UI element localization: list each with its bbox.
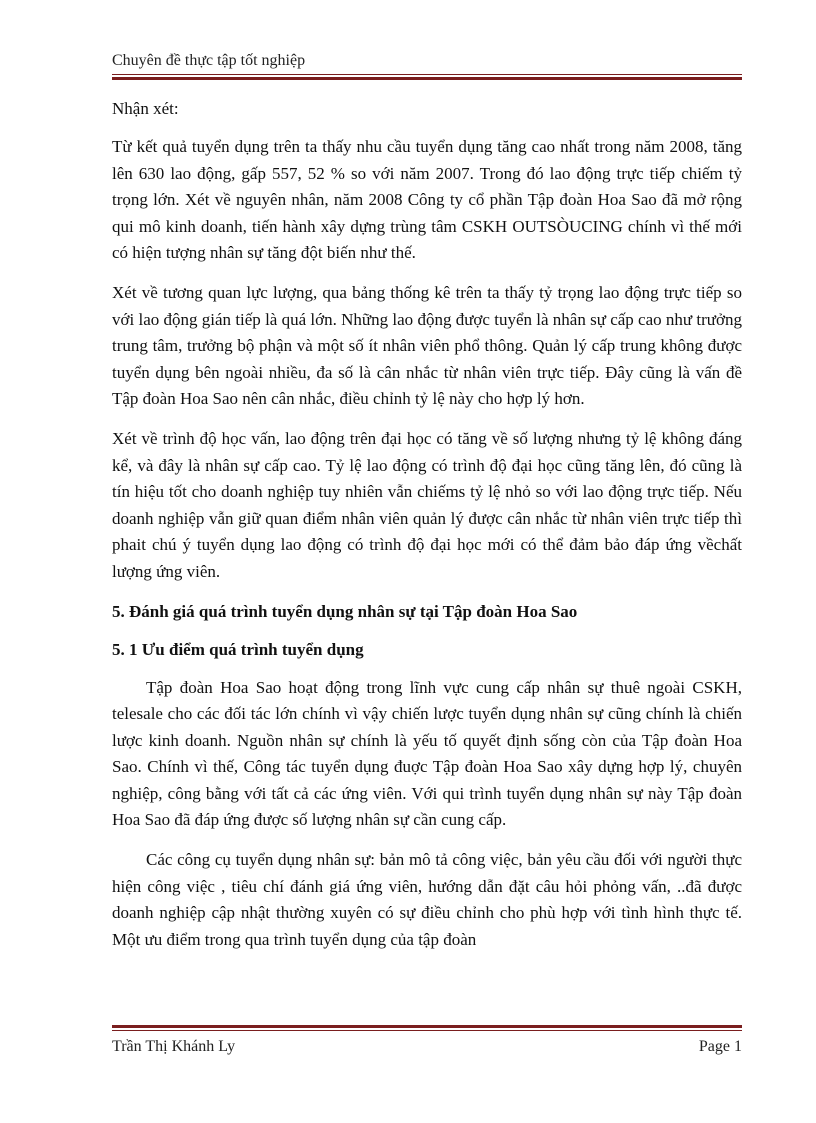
document-body [112,96,742,967]
paragraph-recruitment-results: Từ kết quả tuyển dụng trên ta thấy nhu cầu tuyển dụng tăng cao nhất trong năm 2008, tăng lên 630 lao động, gấp 557, 52 % so với năm 2007. Trong đó lao động trực tiếp chiếm tỷ trọng lớn. Xét về nguyên nhân, năm 2008 Công ty cổ phần Tập đoàn Hoa Sao đã mở rộng qui mô kinh doanh, tiến hành xây dựng trùng tâm CSKH OUTSÒUCING chính vì thế mới có hiện tượng nhân sự tăng đột biến như thế. [112,137,742,263]
section-heading-5-1: 5. 1 Ưu điểm quá trình tuyển dụng [112,639,364,659]
footer-author: Trần Thị Khánh Ly [112,1038,236,1055]
page-header [112,50,742,72]
page-number: Page 1 [698,1038,742,1055]
section-heading-5: 5. Đánh giá quá trình tuyển dụng nhân sự tại Tập đoàn Hoa Sao [112,601,578,621]
paragraph-education-level: Xét về trình độ học vấn, lao động trên đại học có tăng về số lượng nhưng tỷ lệ không đáng kể, và đây là nhân sự cấp cao. Tỷ lệ lao động có trình độ đại học cũng tăng lên, đó cũng là tín hiệu tốt cho doanh nghiệp tuy nhiên vẫn chiếms tỷ lệ nhỏ so với lao động trực tiếp. Nếu doanh nghiệp vẫn giữ quan điểm nhân viên quản lý được cân nhắc từ nhân viên trực tiếp thì phait chú ý tuyển dụng lao động có trình độ đại học mới có thể đảm bảo đáp ứng vềchất lượng ứng viên. [112,429,742,581]
paragraph-workforce-ratio: Xét về tương quan lực lượng, qua bảng thống kê trên ta thấy tỷ trọng lao động trực tiếp so với lao động gián tiếp là quá lớn. Những lao động được tuyển là nhân sự cấp cao như trưởng trung tâm, trưởng bộ phận và một số ít nhân viên phổ thông. Quản lý cấp trung không được tuyển dụng bên ngoài nhiều, đa số là cân nhắc từ nhân viên trực tiếp. Đây cũng là vấn đề Tập đoàn Hoa Sao nên cân nhắc, điều chỉnh tỷ lệ này cho hợp lý hơn. [112,283,742,409]
note-label: Nhận xét: [112,99,179,118]
header-title: Chuyên đề thực tập tốt nghiệp [112,52,306,69]
paragraph-hoa-sao-overview: Tập đoàn Hoa Sao hoạt động trong lĩnh vực cung cấp nhân sự thuê ngoài CSKH, telesale cho các đối tác lớn chính vì vậy chiến lược tuyển dụng nhân sự cũng chính là chiến lược kinh doanh. Nguồn nhân sự chính là yếu tố quyết định sống còn của Tập đoàn Hoa Sao. Chính vì thế, Công tác tuyển dụng đuợc Tập đoàn Hoa Sao xây dựng hợp lý, chuyên nghiệp, công bằng với tất cả các ứng viên. Với qui trình tuyển dụng nhân sự này Tập đoàn Hoa Sao đã đáp ứng được số lượng nhân sự cần cung cấp. [112,677,742,829]
paragraph-recruitment-tools: Các công cụ tuyển dụng nhân sự: bản mô tả công việc, bản yêu cầu đối với người thực hiện công việc , tiêu chí đánh giá ứng viên, hướng dẫn đặt câu hỏi phỏng vấn, ..đã được doanh nghiệp cập nhật thường xuyên có sự điều chỉnh cho phù hợp với tình hình thực tế. Một ưu điểm trong qua trình tuyển dụng của tập đoàn [112,850,742,949]
